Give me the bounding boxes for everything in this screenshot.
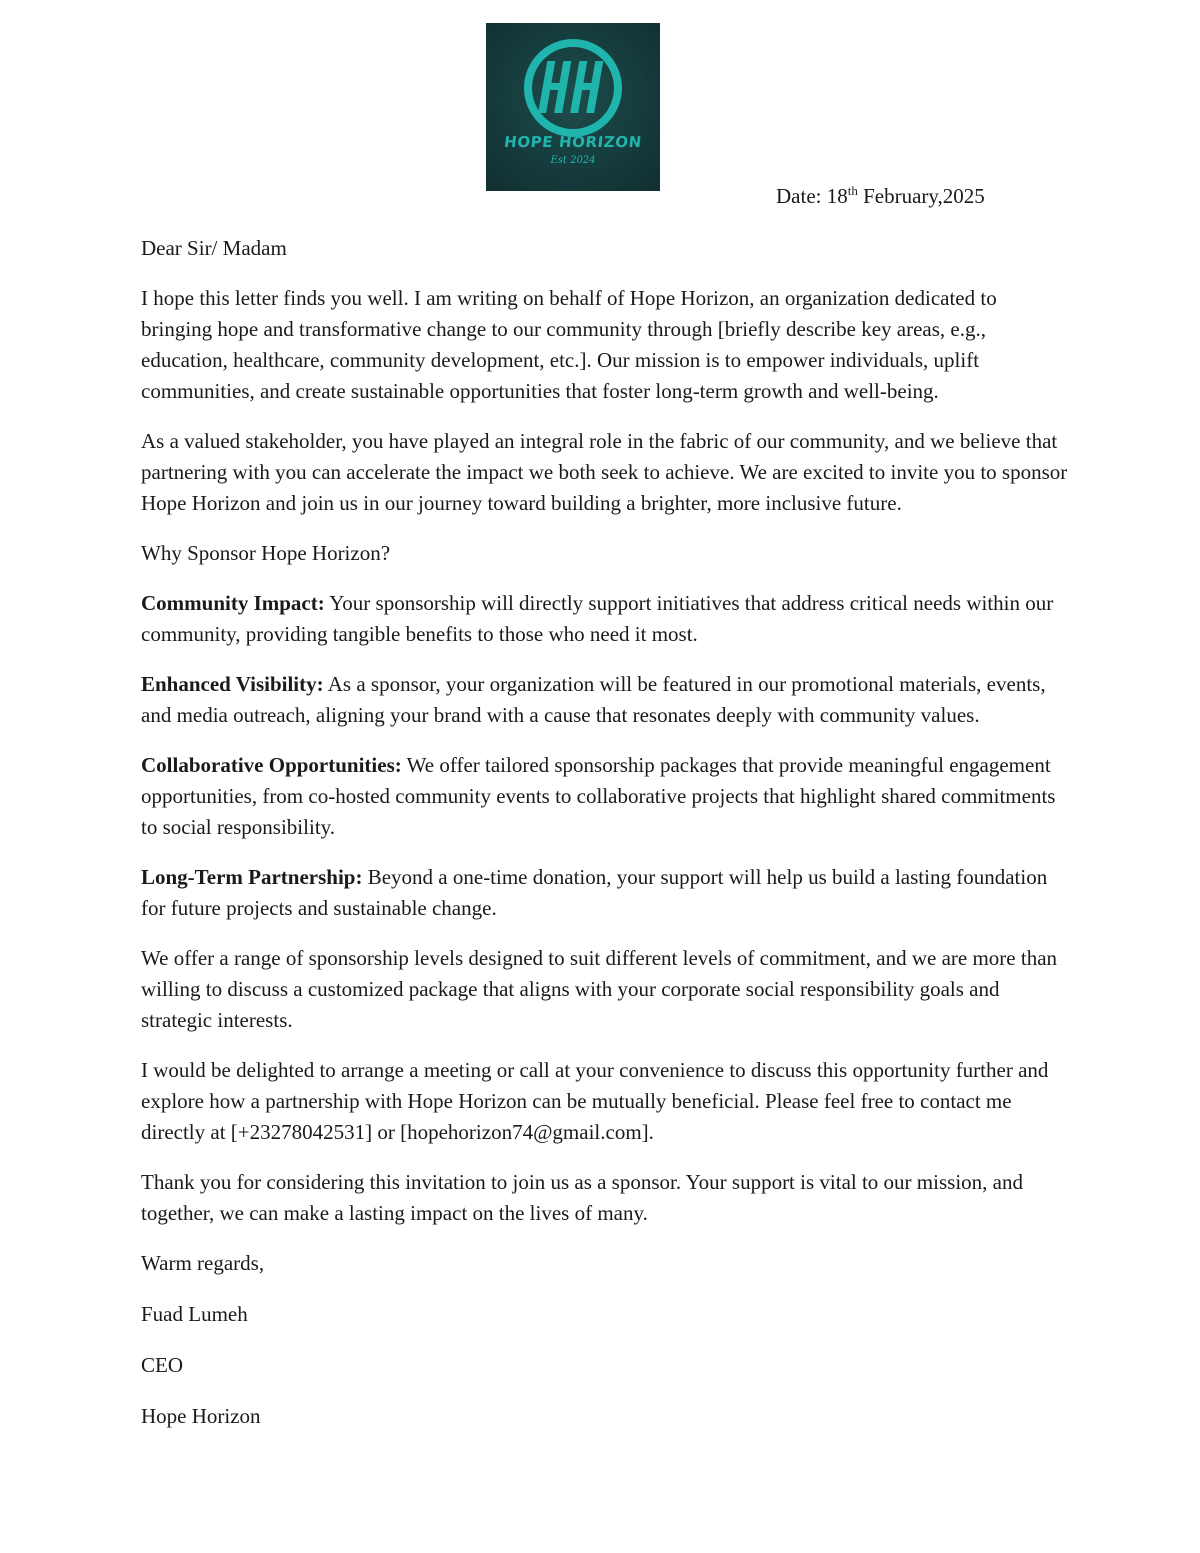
salutation: Dear Sir/ Madam — [141, 236, 287, 260]
date-ordinal: th — [847, 183, 858, 198]
stakeholder-paragraph: As a valued stakeholder, you have played an integral role in the fabric of our community, and we believe that partnering with you can accelerate the impact we both seek to achieve. We are excited to invite you to sponsor Hope Horizon and join us in our journey toward building a brighter, more inclusive future. — [141, 429, 1068, 515]
benefit-title: Community Impact: — [141, 591, 325, 615]
benefit-text: As a sponsor, your organization will be featured in our promotional materials, events, and media outreach, aligning your brand with a cause that resonates deeply with community values. — [141, 672, 1046, 727]
benefit-community-impact — [141, 588, 1071, 650]
sponsorship-levels-paragraph: We offer a range of sponsorship levels designed to suit different levels of commitment, and we are more than willing to discuss a customized package that aligns with your corporate social responsibility goals and strategic interests. — [141, 946, 1058, 1032]
benefit-title: Long-Term Partnership: — [141, 865, 363, 889]
benefit-text: Your sponsorship will directly support initiatives that address critical needs within our community, providing tangible benefits to those who need it most. — [141, 591, 1054, 646]
benefit-long-term-partnership — [141, 862, 1071, 924]
benefit-text: Beyond a one-time donation, your support will help us build a lasting foundation for future projects and sustainable change. — [141, 865, 1048, 920]
hope-horizon-logo — [486, 23, 660, 191]
signer-organization: Hope Horizon — [141, 1404, 261, 1428]
closing-line: Warm regards, — [141, 1251, 265, 1275]
letter-date — [776, 183, 985, 209]
benefit-collaborative-opportunities — [141, 750, 1071, 843]
benefit-title: Collaborative Opportunities: — [141, 753, 402, 777]
thanks-paragraph: Thank you for considering this invitation to join us as a sponsor. Your support is vital to our mission, and together, we can make a lasting impact on the lives of many. — [141, 1170, 1023, 1225]
benefit-enhanced-visibility — [141, 669, 1071, 731]
logo-est-text: Est 2024 — [550, 155, 596, 166]
date-rest: February,2025 — [857, 184, 985, 208]
meeting-paragraph: I would be delighted to arrange a meeting or call at your convenience to discuss this opportunity further and explore how a partnership with Hope Horizon can be mutually beneficial. Please feel free to contact me directly at [+23278042531] or [hopehorizon74@gmail.com]. — [141, 1058, 1049, 1144]
signer-title: CEO — [141, 1353, 183, 1377]
letter-body — [141, 233, 1071, 1452]
why-sponsor-heading: Why Sponsor Hope Horizon? — [141, 541, 391, 565]
benefit-text: We offer tailored sponsorship packages that provide meaningful engagement opportunities, from co-hosted community events to collaborative projects that highlight shared commitments to social responsibility. — [141, 753, 1056, 839]
intro-paragraph: I hope this letter finds you well. I am writing on behalf of Hope Horizon, an organization dedicated to bringing hope and transformative change to our community through [briefly describe key areas, e.g., education, healthcare, community development, etc.]. Our mission is to empower individuals, uplift communities, and create sustainable opportunities that foster long-term growth and well-being. — [141, 286, 997, 403]
signer-name: Fuad Lumeh — [141, 1302, 248, 1326]
date-prefix: Date: 18 — [776, 184, 848, 208]
logo-brand-text: HOPE HORIZON — [503, 133, 643, 151]
benefit-title: Enhanced Visibility: — [141, 672, 324, 696]
